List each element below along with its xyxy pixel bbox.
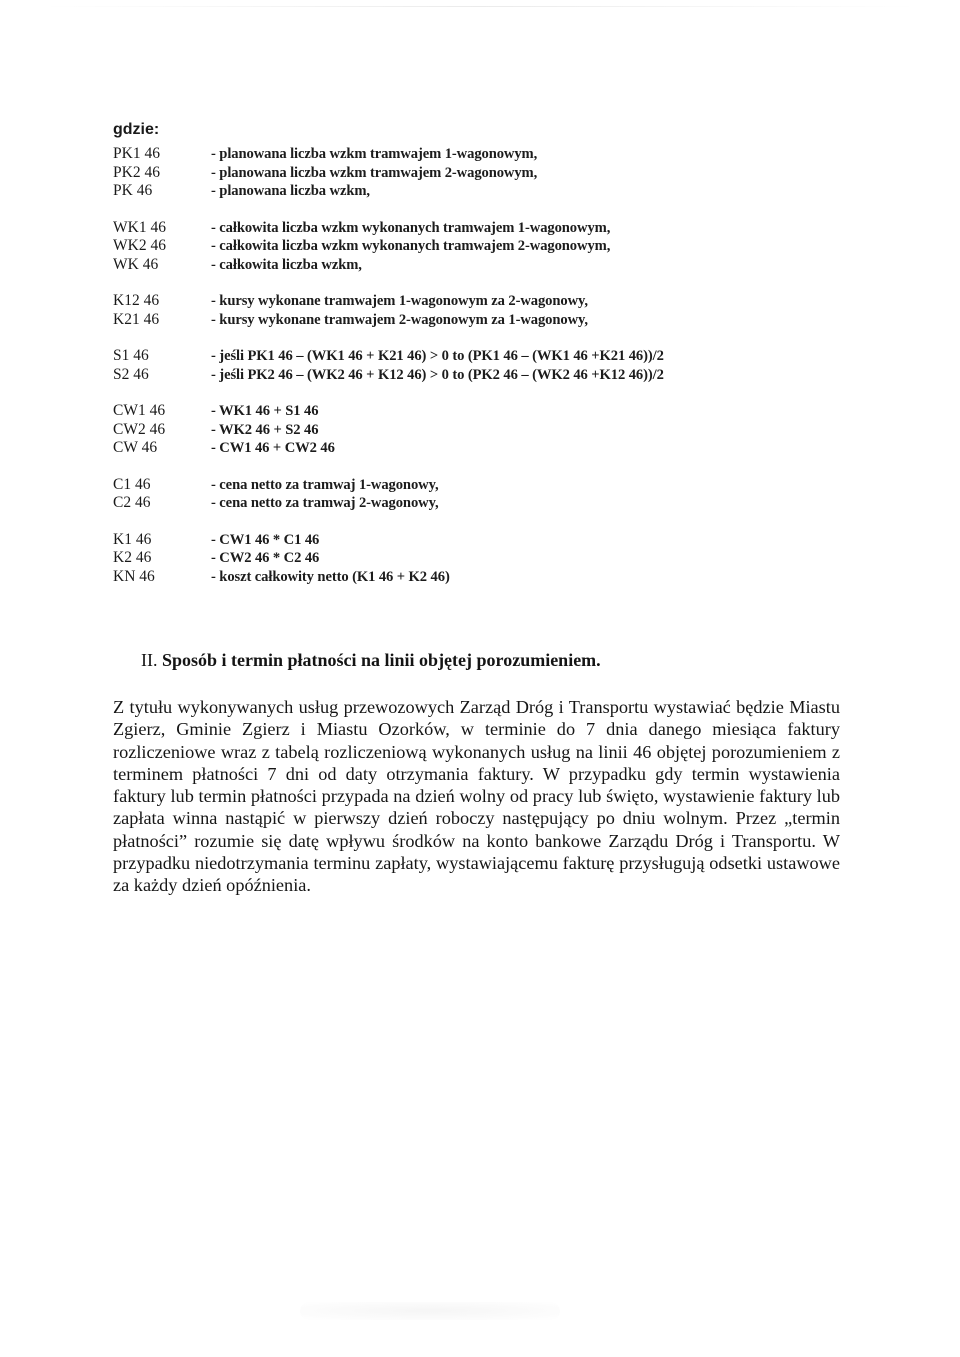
definition-symbol: CW 46: [113, 439, 158, 456]
definition-symbol: K21 46: [113, 310, 160, 328]
definition-description: - całkowita liczba wzkm,: [211, 256, 362, 273]
definition-symbol: CW2 46: [113, 420, 166, 438]
definition-row: [113, 292, 833, 311]
definition-symbol: WK2 46: [113, 237, 166, 254]
definition-description: - jeśli PK1 46 – (WK1 46 + K21 46) > 0 to (PK1 46 – (WK1 46 +K21 46))/2: [211, 348, 664, 364]
definition-symbol: C2 46: [113, 494, 151, 511]
definition-row: [113, 439, 833, 458]
definition-group: [113, 347, 833, 384]
definitions-list: [113, 145, 833, 604]
definition-symbol: PK 46: [113, 182, 153, 199]
definition-symbol: C1 46: [113, 475, 151, 493]
intro-label: gdzie:: [113, 121, 160, 138]
definition-description: - CW2 46 * C2 46: [211, 550, 320, 566]
definition-description: - kursy wykonane tramwajem 2-wagonowym za 1-wagonowy,: [211, 311, 588, 328]
definition-symbol: CW1 46: [113, 402, 166, 419]
scan-edge-line: [40, 6, 920, 7]
definition-symbol: K2 46: [113, 549, 152, 566]
definition-row: [113, 366, 833, 385]
definition-symbol: WK 46: [113, 255, 159, 273]
definition-symbol: S1 46: [113, 347, 149, 364]
definition-group: [113, 531, 833, 587]
definition-row: [113, 347, 833, 366]
definition-group: [113, 219, 833, 275]
section-title: Sposób i termin płatności na linii objętej porozumieniem.: [162, 650, 601, 670]
definition-description: - cena netto za tramwaj 1-wagonowy,: [211, 476, 439, 493]
definition-symbol: PK1 46: [113, 145, 160, 162]
definition-group: [113, 145, 833, 201]
definition-description: - CW1 46 + CW2 46: [211, 440, 335, 456]
definition-symbol: WK1 46: [113, 218, 166, 236]
definition-symbol: KN 46: [113, 567, 155, 585]
definition-row: [113, 145, 833, 164]
definition-row: [113, 311, 833, 330]
definition-description: - cena netto za tramwaj 2-wagonowy,: [211, 495, 439, 511]
scan-smudge: [300, 1302, 560, 1320]
definition-symbol: S2 46: [113, 365, 149, 383]
definition-description: - całkowita liczba wzkm wykonanych tramwajem 2-wagonowym,: [211, 238, 611, 254]
definition-row: [113, 568, 833, 587]
definition-row: [113, 219, 833, 238]
definition-description: - planowana liczba wzkm tramwajem 1-wagonowym,: [211, 146, 538, 162]
definition-description: - planowana liczba wzkm tramwajem 2-wagonowym,: [211, 164, 538, 181]
definition-symbol: K1 46: [113, 530, 152, 548]
definition-row: [113, 256, 833, 275]
definition-group: [113, 476, 833, 513]
section-heading: [141, 650, 601, 671]
definition-row: [113, 476, 833, 495]
definition-description: - WK2 46 + S2 46: [211, 421, 319, 438]
payment-terms-paragraph: Z tytułu wykonywanych usług przewozowych Zarząd Dróg i Transportu wystawiać będzie Miastu Zgierz, Gminie Zgierz i Miastu Ozorków, w terminie do 7 dnia danego miesiąca faktury rozliczeniowe wraz z tabelą rozliczeniową wykonanych usług na linii 46 objętej porozumieniem z terminem płatności 7 dni od daty otrzymania faktury. W przypadku gdy termin wystawienia faktury lub termin płatności przypada na dzień wolny od pracy lub święto, wystawienie faktury lub zapłata winna nastąpić w pierwszy dzień roboczy następujący po dniu wolnym. Przez „termin płatności” rozumie się datę wpływu środków na konto bankowe Zarządu Dróg i Transportu. W przypadku niedotrzymania terminu zapłaty, wystawiającemu fakturę przysługują odsetki ustawowe za każdy dzień opóźnienia.: [113, 697, 840, 896]
definition-row: [113, 531, 833, 550]
definition-row: [113, 237, 833, 256]
definition-description: - WK1 46 + S1 46: [211, 403, 319, 419]
definition-description: - planowana liczba wzkm,: [211, 183, 370, 199]
definition-symbol: PK2 46: [113, 163, 160, 181]
definition-row: [113, 421, 833, 440]
definition-description: - całkowita liczba wzkm wykonanych tramwajem 1-wagonowym,: [211, 219, 611, 236]
definition-description: - jeśli PK2 46 – (WK2 46 + K12 46) > 0 to (PK2 46 – (WK2 46 +K12 46))/2: [211, 366, 664, 383]
definition-description: - kursy wykonane tramwajem 1-wagonowym za 2-wagonowy,: [211, 293, 588, 309]
definition-group: [113, 402, 833, 458]
definition-description: - koszt całkowity netto (K1 46 + K2 46): [211, 568, 450, 585]
definition-row: [113, 182, 833, 201]
definition-group: [113, 292, 833, 329]
definition-row: [113, 494, 833, 513]
definition-row: [113, 164, 833, 183]
definition-row: [113, 549, 833, 568]
definition-description: - CW1 46 * C1 46: [211, 531, 320, 548]
definition-row: [113, 402, 833, 421]
definition-symbol: K12 46: [113, 292, 160, 309]
section-number: II.: [141, 650, 158, 670]
